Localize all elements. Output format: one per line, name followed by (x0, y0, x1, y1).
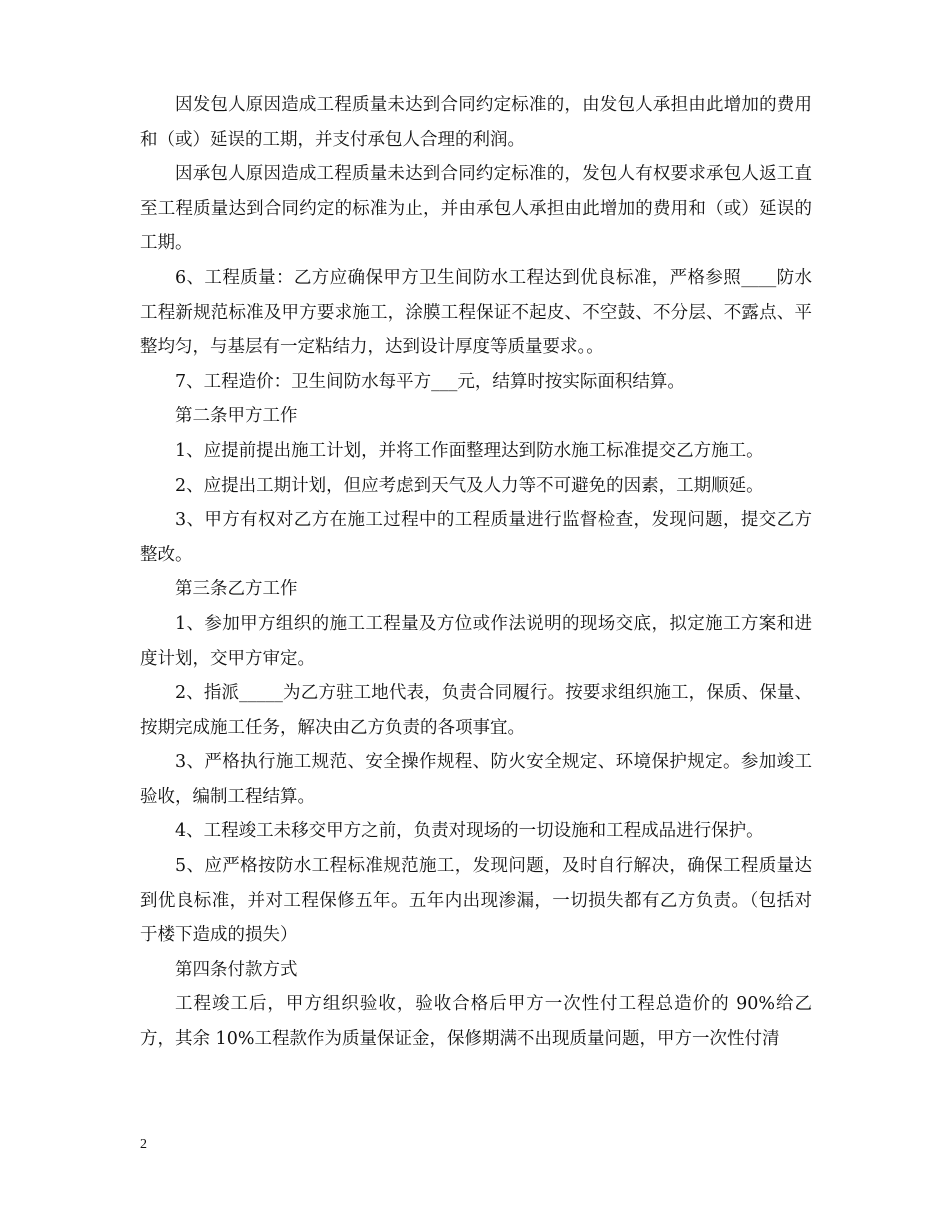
document-body (140, 88, 812, 1057)
paragraph: 7、工程造价：卫生间防水每平方___元，结算时按实际面积结算。 (175, 371, 685, 392)
paragraph: 因承包人原因造成工程质量未达到合同约定标准的，发包人有权要求承包人返工直至工程质量达到合同约定的标准为止，并由承包人承担由此增加的费用和（或）延误的工期。 (140, 164, 812, 254)
paragraph: 1、参加甲方组织的施工工程量及方位或作法说明的现场交底，拟定施工方案和进度计划，交甲方审定。 (140, 613, 812, 669)
paragraph: 1、应提前提出施工计划，并将工作面整理达到防水施工标准提交乙方施工。 (175, 440, 764, 461)
paragraph: 因发包人原因造成工程质量未达到合同约定标准的，由发包人承担由此增加的费用和（或）延误的工期，并支付承包人合理的利润。 (140, 95, 812, 150)
paragraph: 5、应严格按防水工程标准规范施工，发现问题，及时自行解决，确保工程质量达到优良标准，并对工程保修五年。五年内出现渗漏，一切损失都有乙方负责。（包括对于楼下造成的损失） (140, 856, 812, 946)
section-heading: 第四条付款方式 (175, 959, 298, 980)
section-heading: 第三条乙方工作 (175, 579, 298, 600)
section-heading: 第二条甲方工作 (175, 406, 298, 427)
paragraph: 2、应提出工期计划，但应考虑到天气及人力等不可避免的因素，工期顺延。 (175, 475, 764, 496)
paragraph: 4、工程竣工未移交甲方之前，负责对现场的一切设施和工程成品进行保护。 (175, 821, 764, 842)
paragraph: 3、甲方有权对乙方在施工过程中的工程质量进行监督检查，发现问题，提交乙方整改。 (140, 510, 812, 565)
paragraph: 2、指派_____为乙方驻工地代表，负责合同履行。按要求组织施工，保质、保量、按期完成施工任务，解决由乙方负责的各项事宜。 (140, 683, 812, 738)
paragraph: 工程竣工后，甲方组织验收，验收合格后甲方一次性付工程总造价的 90%给乙方，其余 10%工程款作为质量保证金，保修期满不出现质量问题，甲方一次性付清 (140, 994, 812, 1050)
paragraph: 3、严格执行施工规范、安全操作规程、防火安全规定、环境保护规定。参加竣工验收，编制工程结算。 (140, 752, 812, 807)
page-number: 2 (140, 1137, 147, 1152)
paragraph: 6、工程质量：乙方应确保甲方卫生间防水工程达到优良标准，严格参照____防水工程新规范标准及甲方要求施工，涂膜工程保证不起皮、不空鼓、不分层、不露点、平整均匀，与基层有一定粘结力，达到设计厚度等质量要求。。 (140, 267, 812, 358)
